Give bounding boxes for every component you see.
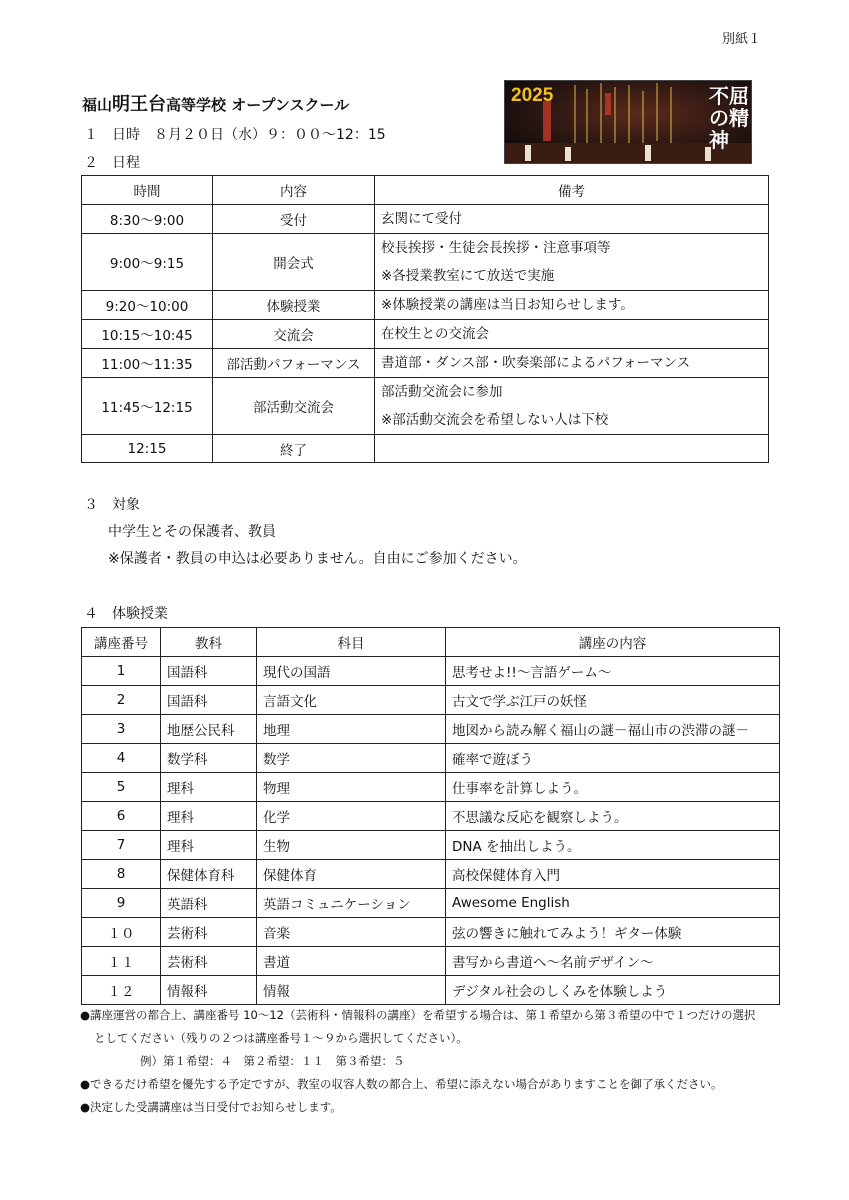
- schedule-notes: [375, 205, 769, 234]
- course-department: 理科: [161, 802, 257, 831]
- schedule-note-line: ※各授業教室にて放送で実施: [381, 268, 555, 284]
- course-row: [82, 802, 780, 831]
- schedule-note-line: 部活動交流会に参加: [381, 384, 503, 400]
- course-department: 国語科: [161, 657, 257, 686]
- course-subject: 生物: [257, 831, 446, 860]
- schedule-notes: [375, 234, 769, 291]
- title-school-name: 明王台: [112, 94, 167, 115]
- course-description: 書写から書道へ〜名前デザイン〜: [446, 947, 780, 976]
- course-number: 6: [82, 802, 161, 831]
- schedule-time: 8:30〜9:00: [82, 205, 213, 234]
- schedule-time: 11:00〜11:35: [82, 349, 213, 378]
- courses-header-department: 教科: [161, 628, 257, 657]
- target-note: ※保護者・教員の申込は必要ありません。自由にご参加ください。: [108, 551, 527, 567]
- section-2-text: 日程: [112, 155, 140, 171]
- course-number: 9: [82, 889, 161, 918]
- schedule-time: 10:15〜10:45: [82, 320, 213, 349]
- course-row: [82, 744, 780, 773]
- section-2-heading: [84, 152, 140, 172]
- note-announcement: ●決定した受講講座は当日受付でお知らせします。: [80, 1100, 342, 1114]
- section-1-datetime: [84, 124, 386, 144]
- schedule-row: [82, 378, 769, 435]
- section-1-number: １: [84, 127, 98, 143]
- schedule-row: [82, 205, 769, 234]
- course-department: 理科: [161, 773, 257, 802]
- course-row: [82, 773, 780, 802]
- note-capacity: ●できるだけ希望を優先する予定ですが、教室の収容人数の都合上、希望に添えない場合がありますことを御了承ください。: [80, 1077, 723, 1091]
- course-number: 5: [82, 773, 161, 802]
- schedule-time: 12:15: [82, 435, 213, 463]
- course-department: 国語科: [161, 686, 257, 715]
- note-elective-limit-cont: としてください（残りの２つは講座番号１〜９から選択してください）。: [94, 1031, 468, 1045]
- schedule-note-line: ※部活動交流会を希望しない人は下校: [381, 412, 609, 428]
- schedule-header-row: [82, 176, 769, 205]
- course-row: [82, 976, 780, 1005]
- course-subject: 言語文化: [257, 686, 446, 715]
- courses-header-subject: 科目: [257, 628, 446, 657]
- courses-header-row: [82, 628, 780, 657]
- schedule-row: [82, 320, 769, 349]
- course-description: 古文で学ぶ江戸の妖怪: [446, 686, 780, 715]
- course-description: 確率で遊ぼう: [446, 744, 780, 773]
- course-description: 不思議な反応を観察しよう。: [446, 802, 780, 831]
- schedule-header-time: 時間: [82, 176, 213, 205]
- schedule-header-notes: 備考: [375, 176, 769, 205]
- schedule-header-content: 内容: [213, 176, 375, 205]
- page-title: [82, 90, 349, 116]
- schedule-content: 受付: [213, 205, 375, 234]
- course-row: [82, 686, 780, 715]
- schedule-table: [81, 175, 769, 463]
- course-subject: 保健体育: [257, 860, 446, 889]
- banner-calligraphy: 不屈の精神: [709, 84, 749, 152]
- title-suffix: 高等学校 オープンスクール: [166, 96, 350, 114]
- course-number: 3: [82, 715, 161, 744]
- schedule-row: [82, 435, 769, 463]
- course-description: 仕事率を計算しよう。: [446, 773, 780, 802]
- course-row: [82, 918, 780, 947]
- schedule-notes: [375, 320, 769, 349]
- course-row: [82, 657, 780, 686]
- title-prefix: 福山: [82, 96, 113, 114]
- course-description: 高校保健体育入門: [446, 860, 780, 889]
- schedule-note-line: 書道部・ダンス部・吹奏楽部によるパフォーマンス: [381, 355, 691, 371]
- course-number: 2: [82, 686, 161, 715]
- section-4-number: ４: [84, 606, 98, 622]
- section-4-heading: [84, 603, 168, 623]
- section-3-text: 対象: [112, 497, 140, 513]
- course-description: 思考せよ!!〜言語ゲーム〜: [446, 657, 780, 686]
- event-banner-image: [504, 80, 752, 164]
- courses-table: [81, 627, 780, 1005]
- course-subject: 数学: [257, 744, 446, 773]
- courses-header-description: 講座の内容: [446, 628, 780, 657]
- section-3-heading: [84, 494, 140, 514]
- schedule-row: [82, 291, 769, 320]
- courses-header-number: 講座番号: [82, 628, 161, 657]
- course-number: 8: [82, 860, 161, 889]
- course-department: 芸術科: [161, 918, 257, 947]
- course-subject: 物理: [257, 773, 446, 802]
- course-subject: 化学: [257, 802, 446, 831]
- course-department: 保健体育科: [161, 860, 257, 889]
- section-3-number: ３: [84, 497, 98, 513]
- course-row: [82, 889, 780, 918]
- course-department: 芸術科: [161, 947, 257, 976]
- course-row: [82, 860, 780, 889]
- schedule-note-line: ※体験授業の講座は当日お知らせします。: [381, 297, 634, 313]
- schedule-note-line: 玄関にて受付: [381, 211, 462, 227]
- course-row: [82, 831, 780, 860]
- schedule-notes: [375, 349, 769, 378]
- schedule-row: [82, 349, 769, 378]
- course-number: １１: [82, 947, 161, 976]
- note-example: 例）第１希望：４ 第２希望：１１ 第３希望：５: [140, 1054, 405, 1068]
- course-description: デジタル社会のしくみを体験しよう: [446, 976, 780, 1005]
- course-department: 数学科: [161, 744, 257, 773]
- schedule-content: 交流会: [213, 320, 375, 349]
- schedule-note-line: 在校生との交流会: [381, 326, 489, 342]
- schedule-time: 11:45〜12:15: [82, 378, 213, 435]
- schedule-content: 体験授業: [213, 291, 375, 320]
- schedule-content: 開会式: [213, 234, 375, 291]
- course-subject: 英語コミュニケーション: [257, 889, 446, 918]
- schedule-content: 部活動パフォーマンス: [213, 349, 375, 378]
- section-4-text: 体験授業: [112, 606, 168, 622]
- schedule-notes: [375, 291, 769, 320]
- course-description: 地図から読み解く福山の謎－福山市の渋滞の謎－: [446, 715, 780, 744]
- schedule-row: [82, 234, 769, 291]
- course-row: [82, 715, 780, 744]
- course-department: 地歴公民科: [161, 715, 257, 744]
- course-number: 7: [82, 831, 161, 860]
- annex-label: 別紙１: [722, 32, 762, 47]
- target-audience: 中学生とその保護者、教員: [108, 524, 276, 540]
- course-number: １０: [82, 918, 161, 947]
- course-subject: 現代の国語: [257, 657, 446, 686]
- course-subject: 音楽: [257, 918, 446, 947]
- course-number: １２: [82, 976, 161, 1005]
- section-2-number: ２: [84, 155, 98, 171]
- section-1-text: 日時 ８月２０日（水）９：００〜12：15: [112, 127, 386, 143]
- course-department: 理科: [161, 831, 257, 860]
- course-subject: 地理: [257, 715, 446, 744]
- schedule-notes: [375, 378, 769, 435]
- schedule-content: 終了: [213, 435, 375, 463]
- banner-year: 2025: [511, 85, 554, 106]
- schedule-content: 部活動交流会: [213, 378, 375, 435]
- note-elective-limit: ●講座運営の都合上、講座番号 10〜12（芸術科・情報科の講座）を希望する場合は、第１希望から第３希望の中で１つだけの選択: [80, 1008, 756, 1022]
- course-number: 1: [82, 657, 161, 686]
- course-subject: 情報: [257, 976, 446, 1005]
- schedule-time: 9:20〜10:00: [82, 291, 213, 320]
- schedule-time: 9:00〜9:15: [82, 234, 213, 291]
- course-description: Awesome English: [446, 889, 780, 918]
- course-subject: 書道: [257, 947, 446, 976]
- schedule-notes: [375, 435, 769, 463]
- course-description: 弦の響きに触れてみよう！ギター体験: [446, 918, 780, 947]
- course-description: DNA を抽出しよう。: [446, 831, 780, 860]
- schedule-note-line: 校長挨拶・生徒会長挨拶・注意事項等: [381, 240, 611, 256]
- course-row: [82, 947, 780, 976]
- course-number: 4: [82, 744, 161, 773]
- course-department: 英語科: [161, 889, 257, 918]
- course-department: 情報科: [161, 976, 257, 1005]
